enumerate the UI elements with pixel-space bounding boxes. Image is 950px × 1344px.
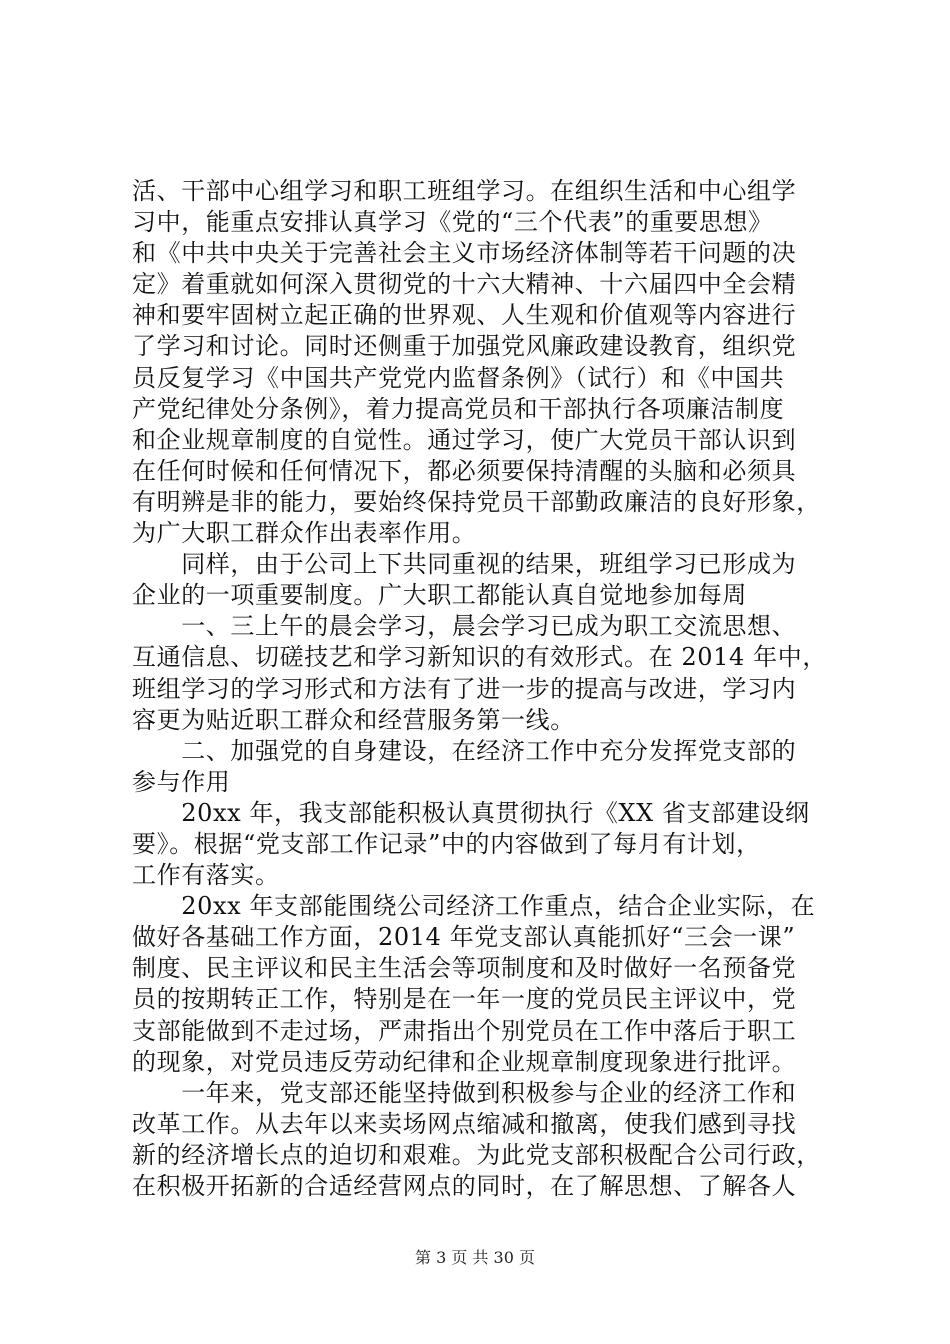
text-line: 要》。根据“党支部工作记录”中的内容做到了每月有计划，: [132, 829, 761, 858]
text-line: 的现象，对党员违反劳动纪律和企业规章制度现象进行批评。: [132, 1047, 797, 1076]
text-line: 神和要牢固树立起正确的世界观、人生观和价值观等内容进行: [132, 301, 797, 330]
text-line: 有明辨是非的能力，要始终保持党员干部勤政廉洁的良好形象，: [132, 487, 821, 516]
text-line: 习中，能重点安排认真学习《党的“三个代表”的重要思想》: [132, 208, 773, 237]
text-line: 互通信息、切磋技艺和学习新知识的有效形式。在 2014 年中，: [132, 643, 827, 672]
text-line: 产党纪律处分条例》，着力提高党员和干部执行各项廉洁制度: [132, 394, 785, 423]
text-line: 20xx 年，我支部能积极认真贯彻执行《XX 省支部建设纲: [132, 798, 810, 827]
text-line: 二、加强党的自身建设，在经济工作中充分发挥党支部的: [132, 736, 797, 765]
text-line: 和企业规章制度的自觉性。通过学习，使广大党员干部认识到: [132, 425, 797, 454]
text-line: 同样，由于公司上下共同重视的结果，班组学习已形成为: [132, 550, 797, 579]
text-line: 一、三上午的晨会学习，晨会学习已成为职工交流思想、: [132, 612, 797, 641]
text-line: 员的按期转正工作，特别是在一年一度的党员民主评议中，党: [132, 985, 797, 1014]
text-line: 改革工作。从去年以来卖场网点缩减和撤离，使我们感到寻找: [132, 1109, 797, 1138]
text-line: 班组学习的学习形式和方法有了进一步的提高与改进，学习内: [132, 674, 797, 703]
text-line: 企业的一项重要制度。广大职工都能认真自觉地参加每周: [132, 581, 747, 610]
text-line: 制度、民主评议和民主生活会等项制度和及时做好一名预备党: [132, 954, 797, 983]
body-text: [132, 176, 832, 1202]
text-line: 支部能做到不走过场，严肃指出个别党员在工作中落后于职工: [132, 1016, 797, 1045]
text-line: 定》着重就如何深入贯彻党的十六大精神、十六届四中全会精: [132, 270, 797, 299]
text-line: 在积极开拓新的合适经营网点的同时，在了解思想、了解各人: [132, 1172, 797, 1200]
text-line: 工作有落实。: [132, 861, 280, 890]
text-line: 容更为贴近职工群众和经营服务第一线。: [132, 705, 575, 734]
text-line: 新的经济增长点的迫切和艰难。为此党支部积极配合公司行政，: [132, 1140, 821, 1169]
text-line: 为广大职工群众作出表率作用。: [132, 519, 477, 548]
text-line: 一年来，党支部还能坚持做到积极参与企业的经济工作和: [132, 1078, 797, 1107]
page-footer: [0, 1245, 950, 1268]
text-line: 做好各基础工作方面，2014 年党支部认真能抓好“三会一课”: [132, 923, 796, 952]
text-line: 参与作用: [132, 767, 231, 796]
text-line: 员反复学习《中国共产党党内监督条例》（试行）和《中国共: [132, 363, 785, 392]
text-line: 了学习和讨论。同时还侧重于加强党风廉政建设教育，组织党: [132, 332, 797, 361]
page-number-label: 第 3 页 共 30 页: [415, 1248, 535, 1267]
text-line: 在任何时候和任何情况下，都必须要保持清醒的头脑和必须具: [132, 456, 797, 485]
text-line: 和《中共中央关于完善社会主义市场经济体制等若干问题的决: [132, 239, 797, 268]
text-line: 20xx 年支部能围绕公司经济工作重点，结合企业实际，在: [132, 892, 816, 921]
text-line: 活、干部中心组学习和职工班组学习。在组织生活和中心组学: [132, 177, 797, 205]
